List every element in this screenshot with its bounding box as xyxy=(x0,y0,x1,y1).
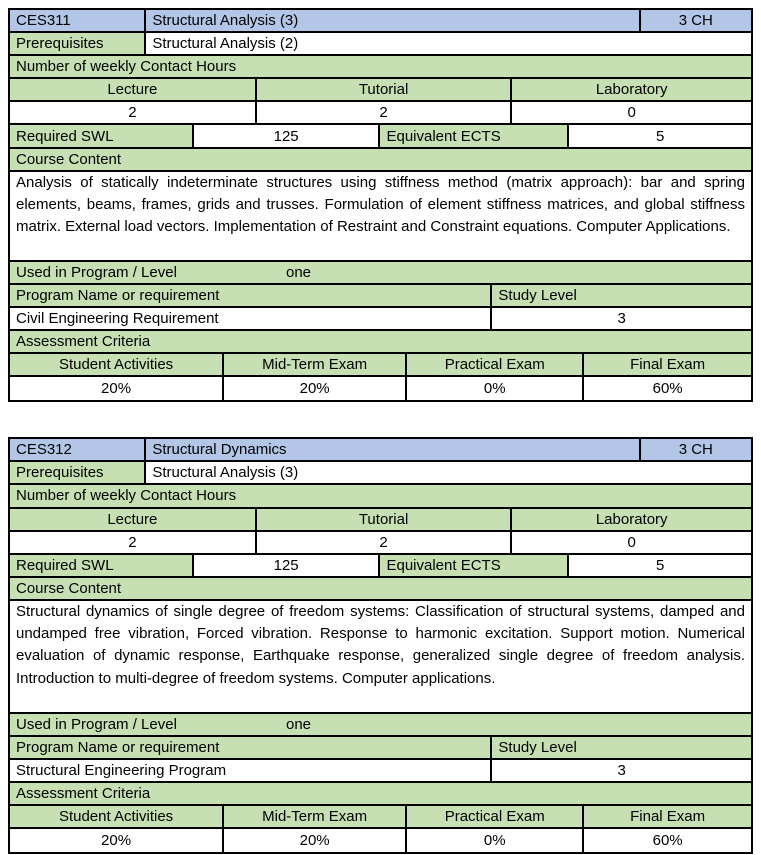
student-activities-value-cell: 20% xyxy=(10,829,224,852)
contact-hours-title-row xyxy=(10,56,751,79)
course-content-text: Analysis of statically indeterminate structures using stiffness method (matrix approach): bar and spring elements, beams, frames, grids and trusses. Formulation of element stiffness matrices, and global stiffness matrix. External load vectors. Implementation of Restraint and Constraint equations. Computer Applications. xyxy=(10,172,751,260)
program-name-header-cell: Program Name or requirement xyxy=(10,737,492,758)
practical-exam-value-cell: 0% xyxy=(407,377,584,400)
equivalent-ects-value-cell: 5 xyxy=(569,555,751,576)
prerequisites-row xyxy=(10,33,751,56)
used-in-program-value: one xyxy=(286,715,312,733)
contact-hours-header-row xyxy=(10,79,751,102)
course-content-title-row xyxy=(10,578,751,601)
assessment-criteria-header-cell: Assessment Criteria xyxy=(10,783,751,804)
used-in-program-label: Used in Program / Level xyxy=(16,715,177,733)
course-content-header-cell: Course Content xyxy=(10,149,751,170)
program-values-row xyxy=(10,760,751,783)
assessment-criteria-header-cell: Assessment Criteria xyxy=(10,331,751,352)
prerequisites-value-cell: Structural Analysis (3) xyxy=(146,462,751,483)
program-name-cell: Structural Engineering Program xyxy=(10,760,492,781)
prerequisites-label-cell: Prerequisites xyxy=(10,462,146,483)
course-content-header-cell: Course Content xyxy=(10,578,751,599)
contact-hours-header-cell: Number of weekly Contact Hours xyxy=(10,56,751,77)
assessment-values-row xyxy=(10,829,751,852)
used-in-program-cell xyxy=(10,714,751,735)
assessment-title-row xyxy=(10,783,751,806)
equivalent-ects-label-cell: Equivalent ECTS xyxy=(380,125,569,146)
midterm-exam-header-cell: Mid-Term Exam xyxy=(224,806,407,827)
practical-exam-value-cell: 0% xyxy=(407,829,584,852)
prerequisites-value-cell: Structural Analysis (2) xyxy=(146,33,751,54)
lecture-value-cell: 2 xyxy=(10,102,257,123)
equivalent-ects-value-cell: 5 xyxy=(569,125,751,146)
study-level-value-cell: 3 xyxy=(492,308,751,329)
student-activities-header-cell: Student Activities xyxy=(10,354,224,375)
contact-hours-values-row xyxy=(10,102,751,125)
final-exam-header-cell: Final Exam xyxy=(584,354,751,375)
used-in-program-row xyxy=(10,262,751,285)
contact-hours-header-cell: Number of weekly Contact Hours xyxy=(10,485,751,506)
contact-hours-values-row xyxy=(10,532,751,555)
laboratory-header-cell: Laboratory xyxy=(512,79,751,100)
lecture-header-cell: Lecture xyxy=(10,509,257,530)
tutorial-value-cell: 2 xyxy=(257,102,513,123)
final-exam-header-cell: Final Exam xyxy=(584,806,751,827)
final-exam-value-cell: 60% xyxy=(584,829,751,852)
tutorial-header-cell: Tutorial xyxy=(257,509,513,530)
assessment-header-row xyxy=(10,354,751,377)
lecture-value-cell: 2 xyxy=(10,532,257,553)
swl-ects-row xyxy=(10,125,751,148)
assessment-header-row xyxy=(10,806,751,829)
practical-exam-header-cell: Practical Exam xyxy=(407,806,584,827)
lecture-header-cell: Lecture xyxy=(10,79,257,100)
midterm-exam-value-cell: 20% xyxy=(224,377,407,400)
prerequisites-label-cell: Prerequisites xyxy=(10,33,146,54)
course-content-text: Structural dynamics of single degree of freedom systems: Classification of structural systems, damped and undamped free vibration, Forced vibration. Response to harmonic excitation. Support motion. Numerical evaluation of dynamic response, Earthquake response, generalized single degree of freedom analysis. Introduction to multi-degree of freedom systems. Computer applications. xyxy=(10,601,751,712)
midterm-exam-header-cell: Mid-Term Exam xyxy=(224,354,407,375)
final-exam-value-cell: 60% xyxy=(584,377,751,400)
study-level-header-cell: Study Level xyxy=(492,737,751,758)
required-swl-label-cell: Required SWL xyxy=(10,125,194,146)
course-content-title-row xyxy=(10,149,751,172)
required-swl-value-cell: 125 xyxy=(194,125,381,146)
study-level-header-cell: Study Level xyxy=(492,285,751,306)
used-in-program-cell xyxy=(10,262,751,283)
program-name-header-cell: Program Name or requirement xyxy=(10,285,492,306)
credit-hours-cell: 3 CH xyxy=(641,10,751,31)
contact-hours-header-row xyxy=(10,509,751,532)
course-code-cell: CES312 xyxy=(10,439,146,460)
used-in-program-value: one xyxy=(286,263,312,281)
course-content-row xyxy=(10,601,751,714)
tutorial-value-cell: 2 xyxy=(257,532,513,553)
student-activities-value-cell: 20% xyxy=(10,377,224,400)
program-header-row xyxy=(10,285,751,308)
study-level-value-cell: 3 xyxy=(492,760,751,781)
course-title-cell: Structural Dynamics xyxy=(146,439,640,460)
credit-hours-cell: 3 CH xyxy=(641,439,751,460)
tutorial-header-cell: Tutorial xyxy=(257,79,513,100)
contact-hours-title-row xyxy=(10,485,751,508)
equivalent-ects-label-cell: Equivalent ECTS xyxy=(380,555,569,576)
course-header-row xyxy=(10,10,751,33)
course-code-cell: CES311 xyxy=(10,10,146,31)
required-swl-value-cell: 125 xyxy=(194,555,381,576)
program-header-row xyxy=(10,737,751,760)
course-table-ces311 xyxy=(8,8,753,402)
program-values-row xyxy=(10,308,751,331)
used-in-program-label: Used in Program / Level xyxy=(16,263,177,281)
laboratory-header-cell: Laboratory xyxy=(512,509,751,530)
assessment-title-row xyxy=(10,331,751,354)
program-name-cell: Civil Engineering Requirement xyxy=(10,308,492,329)
laboratory-value-cell: 0 xyxy=(512,102,751,123)
assessment-values-row xyxy=(10,377,751,400)
student-activities-header-cell: Student Activities xyxy=(10,806,224,827)
laboratory-value-cell: 0 xyxy=(512,532,751,553)
prerequisites-row xyxy=(10,462,751,485)
course-content-row xyxy=(10,172,751,262)
swl-ects-row xyxy=(10,555,751,578)
midterm-exam-value-cell: 20% xyxy=(224,829,407,852)
course-table-ces312 xyxy=(8,437,753,854)
used-in-program-row xyxy=(10,714,751,737)
course-header-row xyxy=(10,439,751,462)
course-title-cell: Structural Analysis (3) xyxy=(146,10,640,31)
required-swl-label-cell: Required SWL xyxy=(10,555,194,576)
practical-exam-header-cell: Practical Exam xyxy=(407,354,584,375)
